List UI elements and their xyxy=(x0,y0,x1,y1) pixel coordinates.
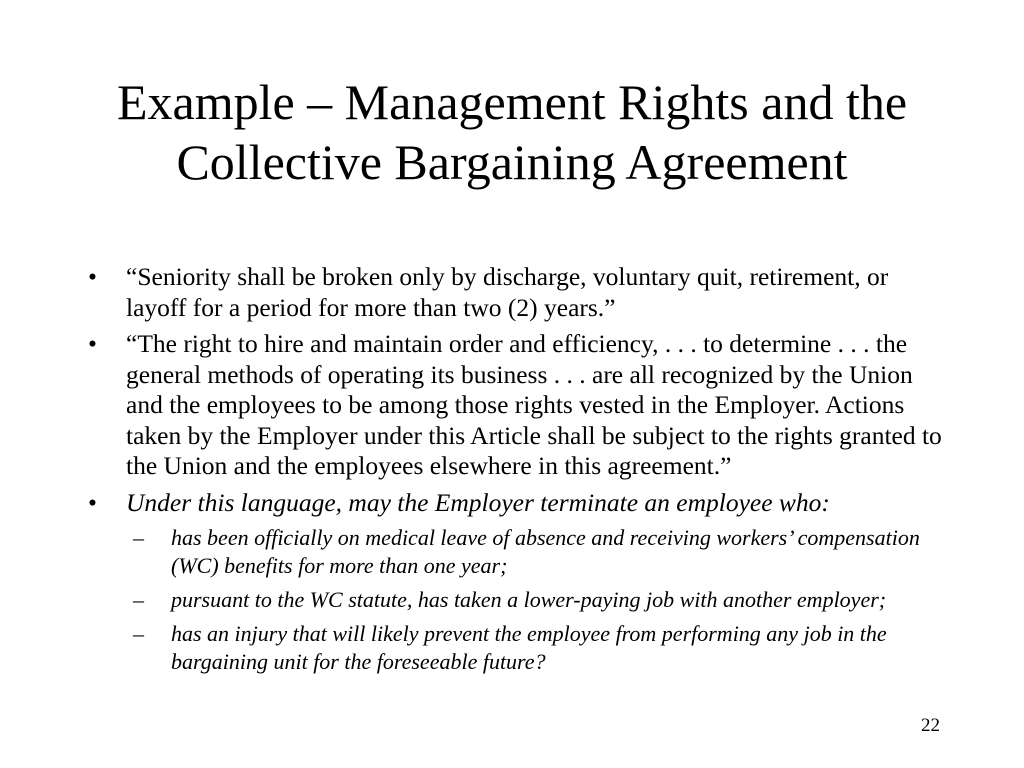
bullet-item-question xyxy=(88,488,948,519)
sub-bullet-text: has been officially on medical leave of absence and receiving workers’ compensation (WC) benefits for more than one year; xyxy=(171,525,920,578)
bullet-item-seniority xyxy=(88,262,948,323)
slide-title: Example – Management Rights and the Collective Bargaining Agreement xyxy=(116,74,908,190)
bullet-text: Under this language, may the Employer terminate an employee who: xyxy=(126,487,830,517)
sub-bullet-text: pursuant to the WC statute, has taken a lower-paying job with another employer; xyxy=(171,587,887,612)
bullet-marker: • xyxy=(88,487,97,517)
bullet-text: “Seniority shall be broken only by discharge, voluntary quit, retirement, or layoff for a period for more than two (2) years.” xyxy=(126,262,889,322)
sub-bullet-item-injury xyxy=(88,620,948,676)
sub-bullet-marker: – xyxy=(133,621,144,646)
sub-bullet-item-lower-paying-job xyxy=(88,586,948,614)
bullet-text: “The right to hire and maintain order and efficiency, . . . to determine . . . the general methods of operating its business . . . are all recognized by the Union and the employees to be among those rights vested in the Employer. Actions taken by the Employer under this Article shall be subject to the rights granted to the Union and the employees elsewhere in this agreement.” xyxy=(126,329,942,480)
sub-bullet-text: has an injury that will likely prevent the employee from performing any job in the bargaining unit for the foreseeable future? xyxy=(171,621,887,674)
bullet-item-management-rights xyxy=(88,329,948,482)
sub-bullet-marker: – xyxy=(133,587,144,612)
sub-bullet-marker: – xyxy=(133,525,144,550)
sub-bullet-item-medical-leave xyxy=(88,524,948,580)
slide-content xyxy=(88,262,948,682)
page-number: 22 xyxy=(921,715,940,736)
sub-bullet-list xyxy=(88,524,948,676)
bullet-marker: • xyxy=(88,329,97,358)
bullet-marker: • xyxy=(88,262,97,291)
